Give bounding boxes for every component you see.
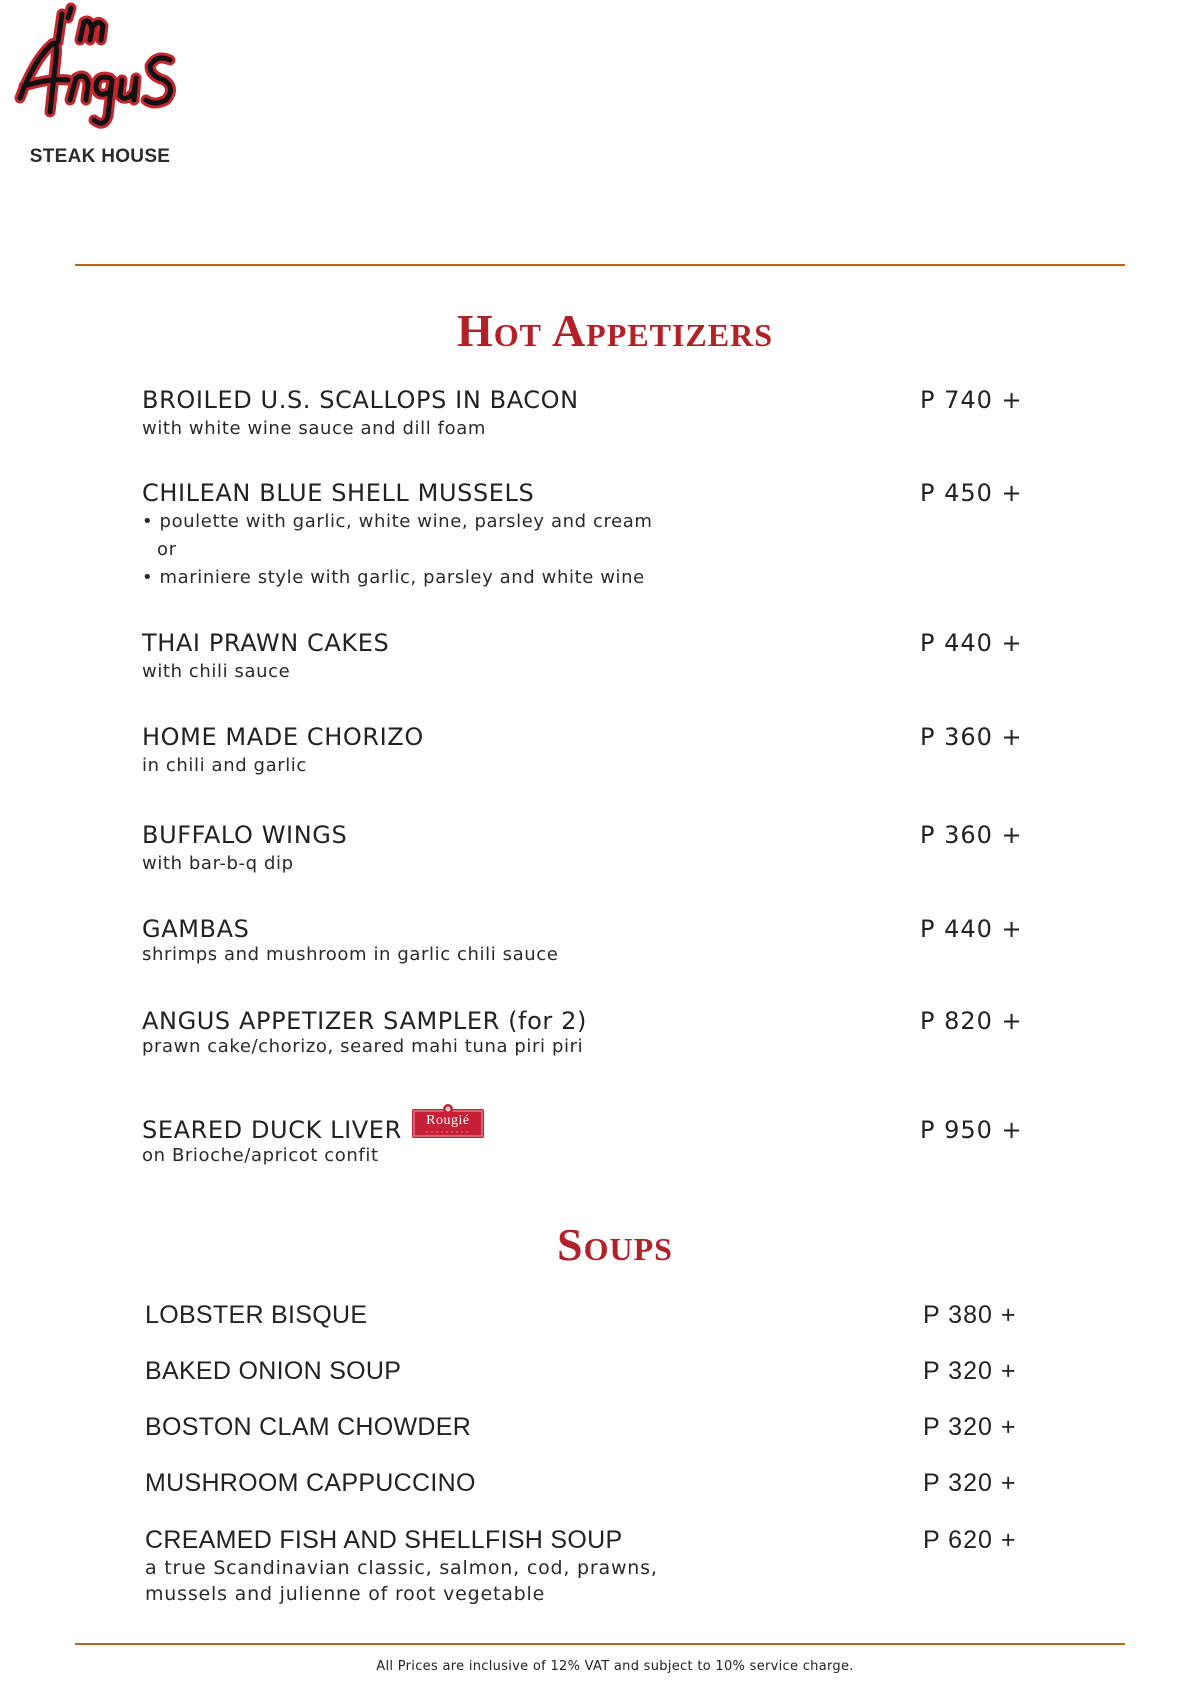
item-description: in chili and garlic xyxy=(142,755,307,776)
hot-appetizers-title: Hot Appetizers xyxy=(456,305,774,356)
item-name-text: SEARED DUCK LIVER xyxy=(142,1116,402,1144)
item-name: ANGUS APPETIZER SAMPLER (for 2) xyxy=(142,1007,587,1035)
item-price: P 380 + xyxy=(923,1301,1017,1329)
item-name: THAI PRAWN CAKES xyxy=(142,629,390,657)
menu-item xyxy=(145,1356,1025,1386)
item-price: P 820 + xyxy=(920,1007,1023,1035)
menu-item xyxy=(142,1006,1022,1058)
item-price: P 440 + xyxy=(920,629,1023,657)
menu-item xyxy=(145,1300,1025,1330)
rougie-badge-text: Rougié xyxy=(426,1113,470,1128)
item-price: P 740 + xyxy=(920,386,1023,414)
menu-item xyxy=(145,1412,1025,1442)
menu-item xyxy=(145,1525,1025,1607)
item-description: prawn cake/chorizo, seared mahi tuna piri piri xyxy=(142,1036,584,1057)
menu-item xyxy=(142,914,1022,966)
item-name: MUSHROOM CAPPUCCINO xyxy=(145,1469,476,1497)
item-price: P 360 + xyxy=(920,723,1023,751)
item-price: P 320 + xyxy=(923,1469,1017,1497)
item-price: P 320 + xyxy=(923,1357,1017,1385)
menu-item xyxy=(142,820,1022,878)
menu-item xyxy=(142,628,1022,686)
item-price: P 320 + xyxy=(923,1413,1017,1441)
item-description: a true Scandinavian classic, salmon, cod, prawns, xyxy=(145,1557,658,1579)
restaurant-logo xyxy=(0,0,200,180)
item-description: • mariniere style with garlic, parsley and white wine xyxy=(142,567,645,588)
item-price: P 450 + xyxy=(920,479,1023,507)
item-name: BAKED ONION SOUP xyxy=(145,1357,402,1385)
rougie-badge-icon xyxy=(412,1103,484,1139)
menu-item xyxy=(142,1115,1022,1167)
item-price: P 360 + xyxy=(920,821,1023,849)
item-description: with chili sauce xyxy=(142,661,291,682)
item-description: on Brioche/apricot confit xyxy=(142,1145,379,1166)
item-name: BUFFALO WINGS xyxy=(142,821,348,849)
item-name: CREAMED FISH AND SHELLFISH SOUP xyxy=(145,1526,623,1554)
top-divider xyxy=(75,264,1125,266)
item-name: CHILEAN BLUE SHELL MUSSELS xyxy=(142,479,535,507)
item-description: with white wine sauce and dill foam xyxy=(142,418,486,439)
menu-item xyxy=(142,478,1022,592)
logo-subtitle: STEAK HOUSE xyxy=(29,146,171,167)
item-description: with bar-b-q dip xyxy=(142,853,294,874)
item-name: LOBSTER BISQUE xyxy=(145,1301,368,1329)
item-price: P 950 + xyxy=(920,1116,1023,1144)
item-name: GAMBAS xyxy=(142,915,250,943)
item-name xyxy=(142,1115,1022,1145)
item-description: shrimps and mushroom in garlic chili sauce xyxy=(142,944,559,965)
item-price: P 440 + xyxy=(920,915,1023,943)
item-description: • poulette with garlic, white wine, parsley and cream xyxy=(142,511,653,532)
item-name: HOME MADE CHORIZO xyxy=(142,723,424,751)
menu-item xyxy=(142,385,1022,443)
item-description: or xyxy=(157,539,177,560)
item-name: BROILED U.S. SCALLOPS IN BACON xyxy=(142,386,579,414)
item-description: mussels and julienne of root vegetable xyxy=(145,1583,546,1605)
menu-item xyxy=(142,722,1022,780)
price-disclaimer: All Prices are inclusive of 12% VAT and subject to 10% service charge. xyxy=(376,1659,854,1674)
bottom-divider xyxy=(75,1643,1125,1645)
item-name: BOSTON CLAM CHOWDER xyxy=(145,1413,472,1441)
menu-item xyxy=(145,1468,1025,1498)
soups-title: Soups xyxy=(557,1219,673,1270)
item-price: P 620 + xyxy=(923,1526,1017,1554)
angus-logo-mark xyxy=(0,0,200,140)
